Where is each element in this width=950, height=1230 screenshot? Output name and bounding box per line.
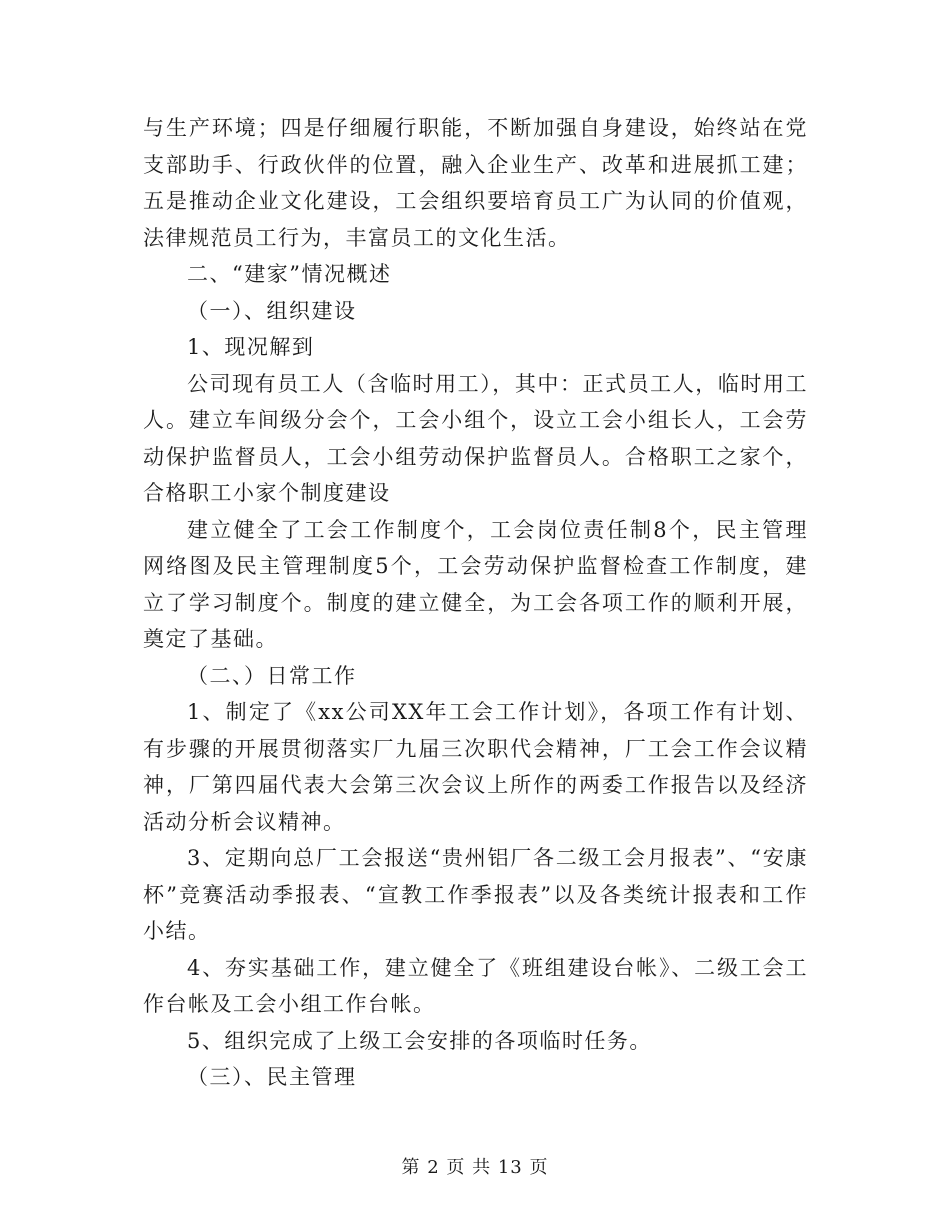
list-item: 3、定期向总厂工会报送“贵州铝厂各二级工会月报表”、“安康杯”竞赛活动季报表、“宣教工作季报表”以及各类统计报表和工作小结。 (143, 846, 808, 943)
subsection-heading: （一）、组织建设 (187, 298, 357, 323)
section-heading: 二、“建家”情况概述 (187, 262, 392, 286)
paragraph: 公司现有员工人（含临时用工），其中：正式员工人，临时用工人。建立车间级分会个，工会小组个，设立工会小组长人，工会劳动保护监督员人，工会小组劳动保护监督员人。合格职工之家个，合格职工小家个制度建设 (143, 371, 808, 505)
list-item: 4、夯实基础工作，建立健全了《班组建设台帐》、二级工会工作台帐及工会小组工作台帐。 (143, 955, 808, 1016)
paragraph: 建立健全了工会工作制度个，工会岗位责任制8个，民主管理网络图及民主管理制度5个，工会劳动保护监督检查工作制度，建立了学习制度个。制度的建立健全，为工会各项工作的顺利开展，奠定了基础。 (143, 517, 808, 651)
document-body (143, 110, 808, 1096)
list-item: 5、组织完成了上级工会安排的各项临时任务。 (187, 1028, 652, 1053)
subsection-heading: （三）、民主管理 (187, 1065, 357, 1089)
item-heading: 1、现况解到 (187, 335, 315, 359)
paragraph: 与生产环境；四是仔细履行职能，不断加强自身建设，始终站在党支部助手、行政伙伴的位置，融入企业生产、改革和进展抓工建；五是推动企业文化建设，工会组织要培育员工广为认同的价值观，法律规范员工行为，丰富员工的文化生活。 (143, 116, 808, 250)
page-number: 第 2 页 共 13 页 (401, 1157, 549, 1178)
subsection-heading: （二、）日常工作 (187, 663, 357, 688)
list-item: 1、制定了《xx公司XX年工会工作计划》，各项工作有计划、有步骤的开展贯彻落实厂九届三次职代会精神，厂工会工作会议精神，厂第四届代表大会第三次会议上所作的两委工作报告以及经济活动分析会议精神。 (143, 700, 808, 834)
